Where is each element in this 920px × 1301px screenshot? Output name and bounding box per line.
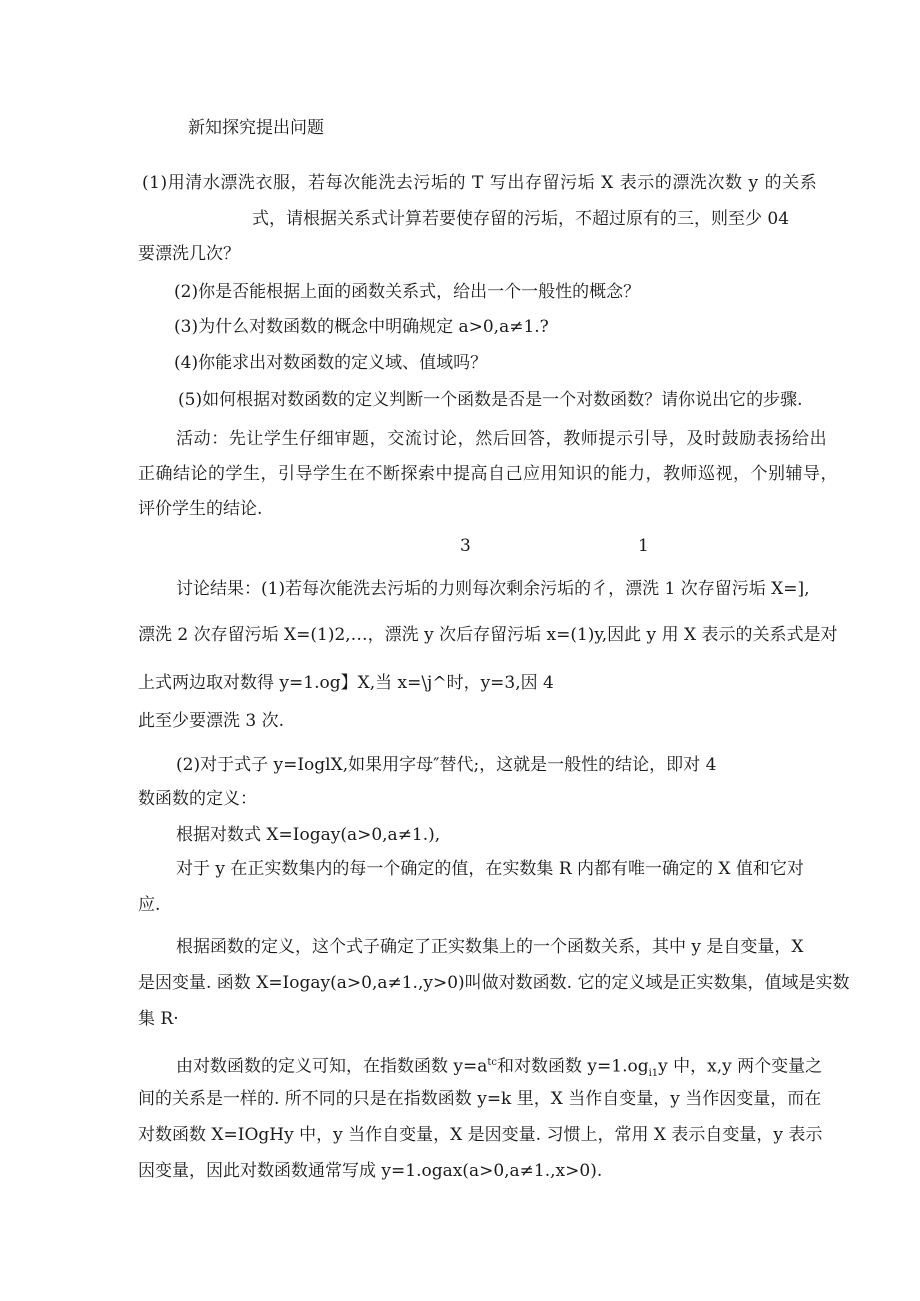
comparison-line-1-c: y 中，x,y 两个变量之 (658, 1056, 823, 1077)
discussion-line-1: 讨论结果：(1)若每次能洗去污垢的力则每次剩余污垢的彳，漂洗 1 次存留污垢 X=], (176, 579, 810, 599)
log-base-subscript: i1 (648, 1068, 659, 1080)
question-3: (3)为什么对数函数的概念中明确规定 a>0,a≠1.? (174, 317, 549, 337)
question-1-line-3: 要漂洗几次？ (138, 244, 240, 264)
part-2-line-3: 根据对数式 X=Iogay(a>0,a≠1.), (176, 825, 441, 845)
comparison-line-1 (176, 1052, 822, 1085)
floating-number-three: 3 (460, 536, 471, 556)
comparison-line-1-a: 由对数函数的定义可知，在指数函数 y=a (176, 1056, 488, 1077)
activity-line-2: 正确结论的学生，引导学生在不断探索中提高自己应用知识的能力，教师巡视，个别辅导， (138, 464, 838, 484)
part-2-line-4: 对于 y 在正实数集内的每一个确定的值，在实数集 R 内都有唯一确定的 X 值和它对 (176, 859, 804, 879)
part-2-line-2: 数函数的定义： (138, 789, 257, 809)
question-4: (4)你能求出对数函数的定义域、值域吗？ (174, 353, 488, 373)
question-1-line-2: 式，请根据关系式计算若要使存留的污垢，不超过原有的三，则至少 04 (252, 209, 790, 229)
section-heading: 新知探究提出问题 (188, 118, 324, 138)
discussion-line-4: 此至少要漂洗 3 次. (138, 711, 285, 731)
activity-line-3: 评价学生的结论. (138, 499, 263, 519)
comparison-line-1-b: 和对数函数 y=1.og (497, 1056, 649, 1077)
question-2: (2)你是否能根据上面的函数关系式，给出一个一般性的概念？ (174, 282, 641, 302)
definition-line-3: 集 R· (138, 1009, 179, 1029)
activity-line-1: 活动：先让学生仔细审题，交流讨论，然后回答，教师提示引导，及时鼓励表扬给出 (176, 429, 828, 449)
question-5: (5)如何根据对数函数的定义判断一个函数是否是一个对数函数？请你说出它的步骤. (178, 390, 803, 410)
definition-line-1: 根据函数的定义，这个式子确定了正实数集上的一个函数关系，其中 y 是自变量，X (176, 937, 804, 957)
comparison-line-2: 间的关系是一样的. 所不同的只是在指数函数 y=k 里，X 当作自变量，y 当作因变量，而在 (138, 1089, 822, 1109)
discussion-line-2: 漂洗 2 次存留污垢 X=(1)2,…，漂洗 y 次后存留污垢 x=(1)y,因此 y 用 X 表示的关系式是对 (138, 625, 838, 645)
question-1-line-1: (1)用清水漂洗衣服，若每次能洗去污垢的 T 写出存留污垢 X 表示的漂洗次数 y 的关系 (142, 173, 818, 193)
comparison-line-4: 因变量，因此对数函数通常写成 y=1.ogax(a>0,a≠1.,x>0). (138, 1161, 603, 1181)
comparison-line-3: 对数函数 X=IOgHy 中，y 当作自变量，X 是因变量. 习惯上，常用 X 表示自变量，y 表示 (138, 1125, 823, 1145)
part-2-line-5: 应. (138, 895, 161, 915)
exponent-superscript: tc (487, 1057, 498, 1068)
definition-line-2: 是因变量. 函数 X=Iogay(a>0,a≠1.,y>0)叫做对数函数. 它的定义域是正实数集，值域是实数 (138, 973, 850, 993)
part-2-line-1: (2)对于式子 y=IoglX,如果用字母″替代;，这就是一般性的结论，即对 4 (176, 755, 717, 775)
discussion-line-3: 上式两边取对数得 y=1.og】X,当 x=\j^时，y=3,因 4 (138, 673, 554, 693)
floating-number-one: 1 (638, 536, 649, 556)
